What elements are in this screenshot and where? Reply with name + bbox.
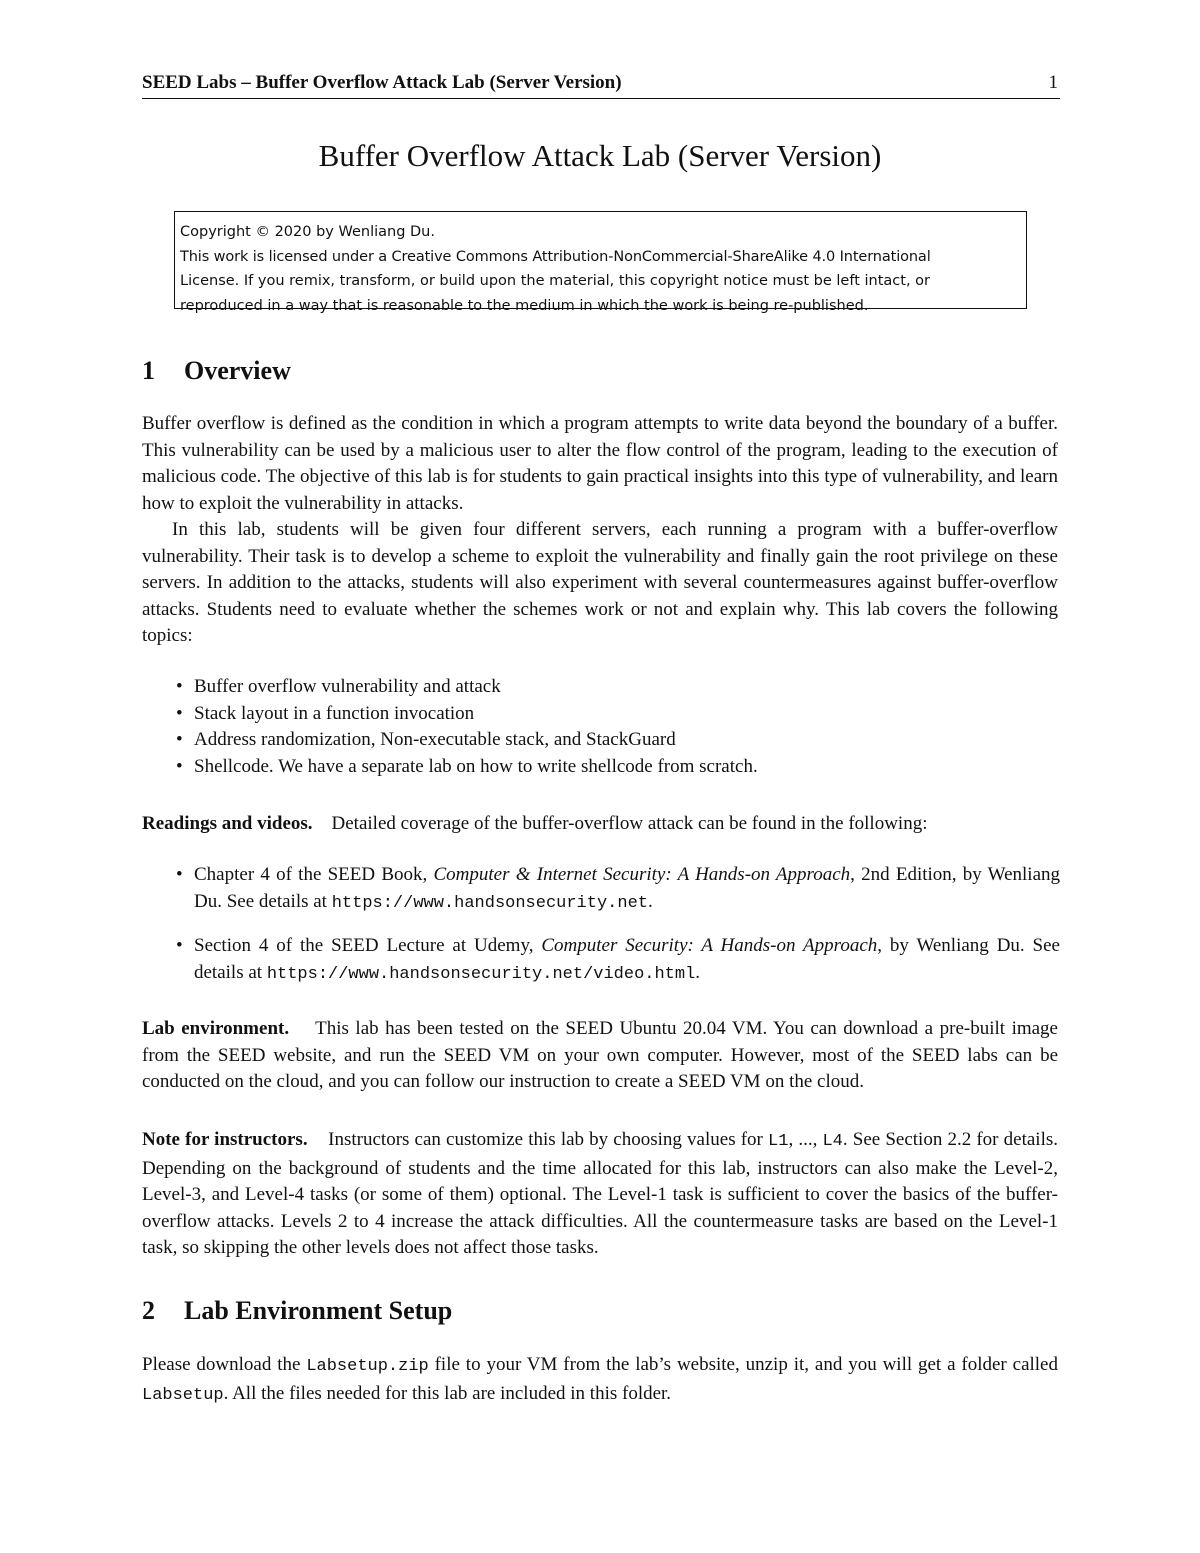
reading-text: , by Wenliang Du. See details at <box>194 935 1060 983</box>
setup-paragraph <box>142 1352 1058 1409</box>
readings-paragraph <box>142 811 1058 838</box>
reading-text: Chapter 4 of the SEED Book, <box>194 864 434 885</box>
setup-text: . All the files needed for this lab are included in this folder. <box>223 1382 672 1404</box>
book-title: Computer & Internet Security: A Hands-on Approach <box>433 864 851 885</box>
note-text: . See Section 2.2 for details. Depending on the background of students and the time allocated for this lab, instructors can also make the Level-2, Level-3, and Level-4 tasks (or some of them) optional. The Level-1 task is sufficient to cover the basics of the buffer-overflow attacks. Levels 2 to 4 increase the attack difficulties. All the countermeasure tasks are based on the Level-1 task, so skipping the other levels does not affect those tasks. <box>142 1129 1058 1259</box>
lab-environment-text: This lab has been tested on the SEED Ubuntu 20.04 VM. You can download a pre-built image from the SEED website, and run the SEED VM on your own computer. However, most of the SEED labs can be conducted on the cloud, and you can follow our instruction to create a SEED VM on the cloud. <box>142 1018 1058 1093</box>
readings-text: Detailed coverage of the buffer-overflow attack can be found in the following: <box>331 813 928 834</box>
copyright-line: Copyright © 2020 by Wenliang Du. <box>180 224 435 240</box>
document-title: Buffer Overflow Attack Lab (Server Version) <box>318 138 882 173</box>
bullet-icon: • <box>176 755 183 777</box>
list-item-text: Shellcode. We have a separate lab on how to write shellcode from scratch. <box>194 755 758 777</box>
lab-environment-label: Lab environment. <box>142 1018 290 1039</box>
header-title: SEED Labs – Buffer Overflow Attack Lab (Server Version) <box>142 72 622 93</box>
list-item-text: Stack layout in a function invocation <box>194 702 475 724</box>
section-1-heading <box>142 356 291 386</box>
license-line: License. If you remix, transform, or build upon the material, this copyright notice must be left intact, or <box>180 273 930 289</box>
lab-environment-paragraph <box>142 1016 1058 1096</box>
section-title: Overview <box>184 356 291 385</box>
list-item <box>174 862 1060 917</box>
copyright-box <box>174 211 1027 314</box>
section-number: 2 <box>142 1296 155 1325</box>
section-title: Lab Environment Setup <box>184 1296 453 1325</box>
license-line: reproduced in a way that is reasonable to the medium in which the work is being re-published. <box>180 297 869 314</box>
list-item <box>174 701 1060 728</box>
note-text: Instructors can customize this lab by choosing values for <box>328 1129 769 1150</box>
list-item-text: Buffer overflow vulnerability and attack <box>194 676 501 697</box>
instructor-note-label: Note for instructors. <box>142 1129 308 1150</box>
readings-label: Readings and videos. <box>142 813 313 834</box>
list-item <box>174 674 1060 701</box>
list-item <box>174 754 1060 781</box>
section-2-heading <box>142 1296 452 1326</box>
course-title: Computer Security: A Hands-on Approach <box>541 935 878 957</box>
bullet-icon: • <box>176 676 183 697</box>
list-item <box>174 727 1060 754</box>
overview-paragraph-1: Buffer overflow is defined as the condition in which a program attempts to write data beyond the boundary of a buffer. This vulnerability can be used by a malicious user to alter the flow control of the program, leading to the execution of malicious code. The objective of this lab is for students to gain practical insights into this type of vulnerability, and learn how to exploit the vulnerability in attacks. <box>142 413 1058 514</box>
reading-text: Section 4 of the SEED Lecture at Udemy, <box>194 935 542 957</box>
section-number: 1 <box>142 356 155 385</box>
license-line: This work is licensed under a Creative Commons Attribution-NonCommercial-ShareAlike 4.0 International <box>180 248 931 265</box>
bullet-icon: • <box>176 864 183 885</box>
reading-text: . <box>647 890 653 912</box>
video-url: https://www.handsonsecurity.net/video.html <box>266 964 696 984</box>
setup-text: Please download the <box>142 1354 307 1375</box>
overview-paragraph-2: In this lab, students will be given four different servers, each running a program with a buffer-overflow vulnerability. Their task is to develop a scheme to exploit the vulnerability and finally gain the root privilege on these servers. In addition to the attacks, students will also experiment with several countermeasures against buffer-overflow attacks. Students need to evaluate whether the schemes work or not and explain why. This lab covers the following topics: <box>142 519 1058 647</box>
readings-list <box>174 862 1060 1004</box>
topics-list <box>174 674 1060 780</box>
instructor-note-paragraph <box>142 1127 1058 1262</box>
bullet-icon: • <box>176 935 183 957</box>
running-header <box>142 70 1060 99</box>
code-l4: L4 <box>822 1132 843 1151</box>
setup-text: file to your VM from the lab’s website, unzip it, and you will get a folder called <box>428 1354 1058 1375</box>
list-item <box>174 933 1060 988</box>
labsetup-zip-filename: Labsetup.zip <box>306 1357 429 1376</box>
bullet-icon: • <box>176 702 183 724</box>
bullet-icon: • <box>176 729 183 751</box>
reading-text: . <box>695 961 701 983</box>
list-item-text: Address randomization, Non-executable stack, and StackGuard <box>194 729 676 751</box>
book-url: https://www.handsonsecurity.net <box>331 893 648 913</box>
labsetup-folder-name: Labsetup <box>142 1385 224 1405</box>
note-text: , ..., <box>788 1129 823 1150</box>
code-l1: L1 <box>768 1132 789 1151</box>
reading-text: , 2nd Edition, by Wenliang Du. See details at <box>194 864 1061 912</box>
page-number: 1 <box>1048 72 1058 93</box>
